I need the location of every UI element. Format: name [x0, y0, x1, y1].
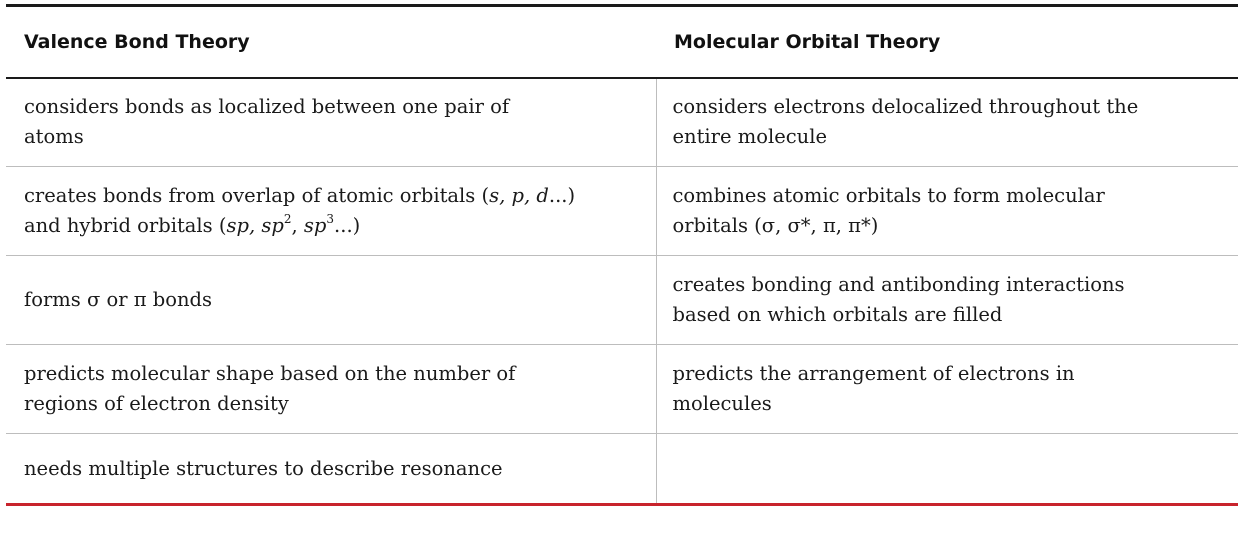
table-cell-mo [656, 434, 1238, 505]
table-row [6, 78, 1238, 167]
header-valence-bond-theory: Valence Bond Theory [6, 6, 656, 78]
header-molecular-orbital-theory: Molecular Orbital Theory [656, 6, 1238, 78]
table-cell-mo [656, 256, 1238, 345]
cell-text: considers electrons delocalized throughout the entire molecule [672, 95, 1139, 149]
cell-text: considers bonds as localized between one pair of atoms [24, 95, 510, 149]
cell-text: needs multiple structures to describe resonance [24, 456, 503, 480]
table-cell-vb [6, 434, 656, 505]
table-cell-vb [6, 256, 656, 345]
comparison-table-container [6, 4, 1238, 506]
comparison-table [6, 4, 1238, 506]
table-cell-vb [6, 345, 656, 434]
table-cell-vb [6, 78, 656, 167]
cell-text: combines atomic orbitals to form molecular orbitals (σ, σ*, π, π*) [672, 184, 1105, 237]
italic-hybrid: sp, sp [226, 214, 284, 237]
table-body [6, 78, 1238, 505]
header-row [6, 6, 1238, 78]
cell-text [24, 181, 656, 241]
cell-text: creates bonding and antibonding interactions based on which orbitals are filled [672, 273, 1125, 326]
cell-text: predicts the arrangement of electrons in molecules [672, 362, 1075, 415]
italic-orbitals: s, p, d [489, 184, 549, 207]
text-fragment: ...) [548, 184, 576, 207]
table-row [6, 256, 1238, 345]
cell-text: predicts molecular shape based on the number of regions of electron density [24, 362, 516, 415]
superscript: 3 [326, 211, 335, 226]
cell-text: forms σ or π bonds [24, 288, 213, 311]
table-cell-mo [656, 78, 1238, 167]
italic-hybrid: sp [303, 214, 327, 237]
table-cell-mo [656, 345, 1238, 434]
table-row [6, 167, 1238, 256]
table-cell-mo [656, 167, 1238, 256]
table-cell-vb [6, 167, 656, 256]
superscript: 2 [283, 211, 292, 226]
text-fragment: ...) [334, 214, 361, 237]
text-fragment: and hybrid orbitals ( [24, 214, 227, 237]
text-fragment: creates bonds from overlap of atomic orbitals ( [24, 184, 490, 207]
text-fragment: , [291, 214, 304, 237]
table-row [6, 434, 1238, 505]
table-row [6, 345, 1238, 434]
table-header [6, 6, 1238, 78]
